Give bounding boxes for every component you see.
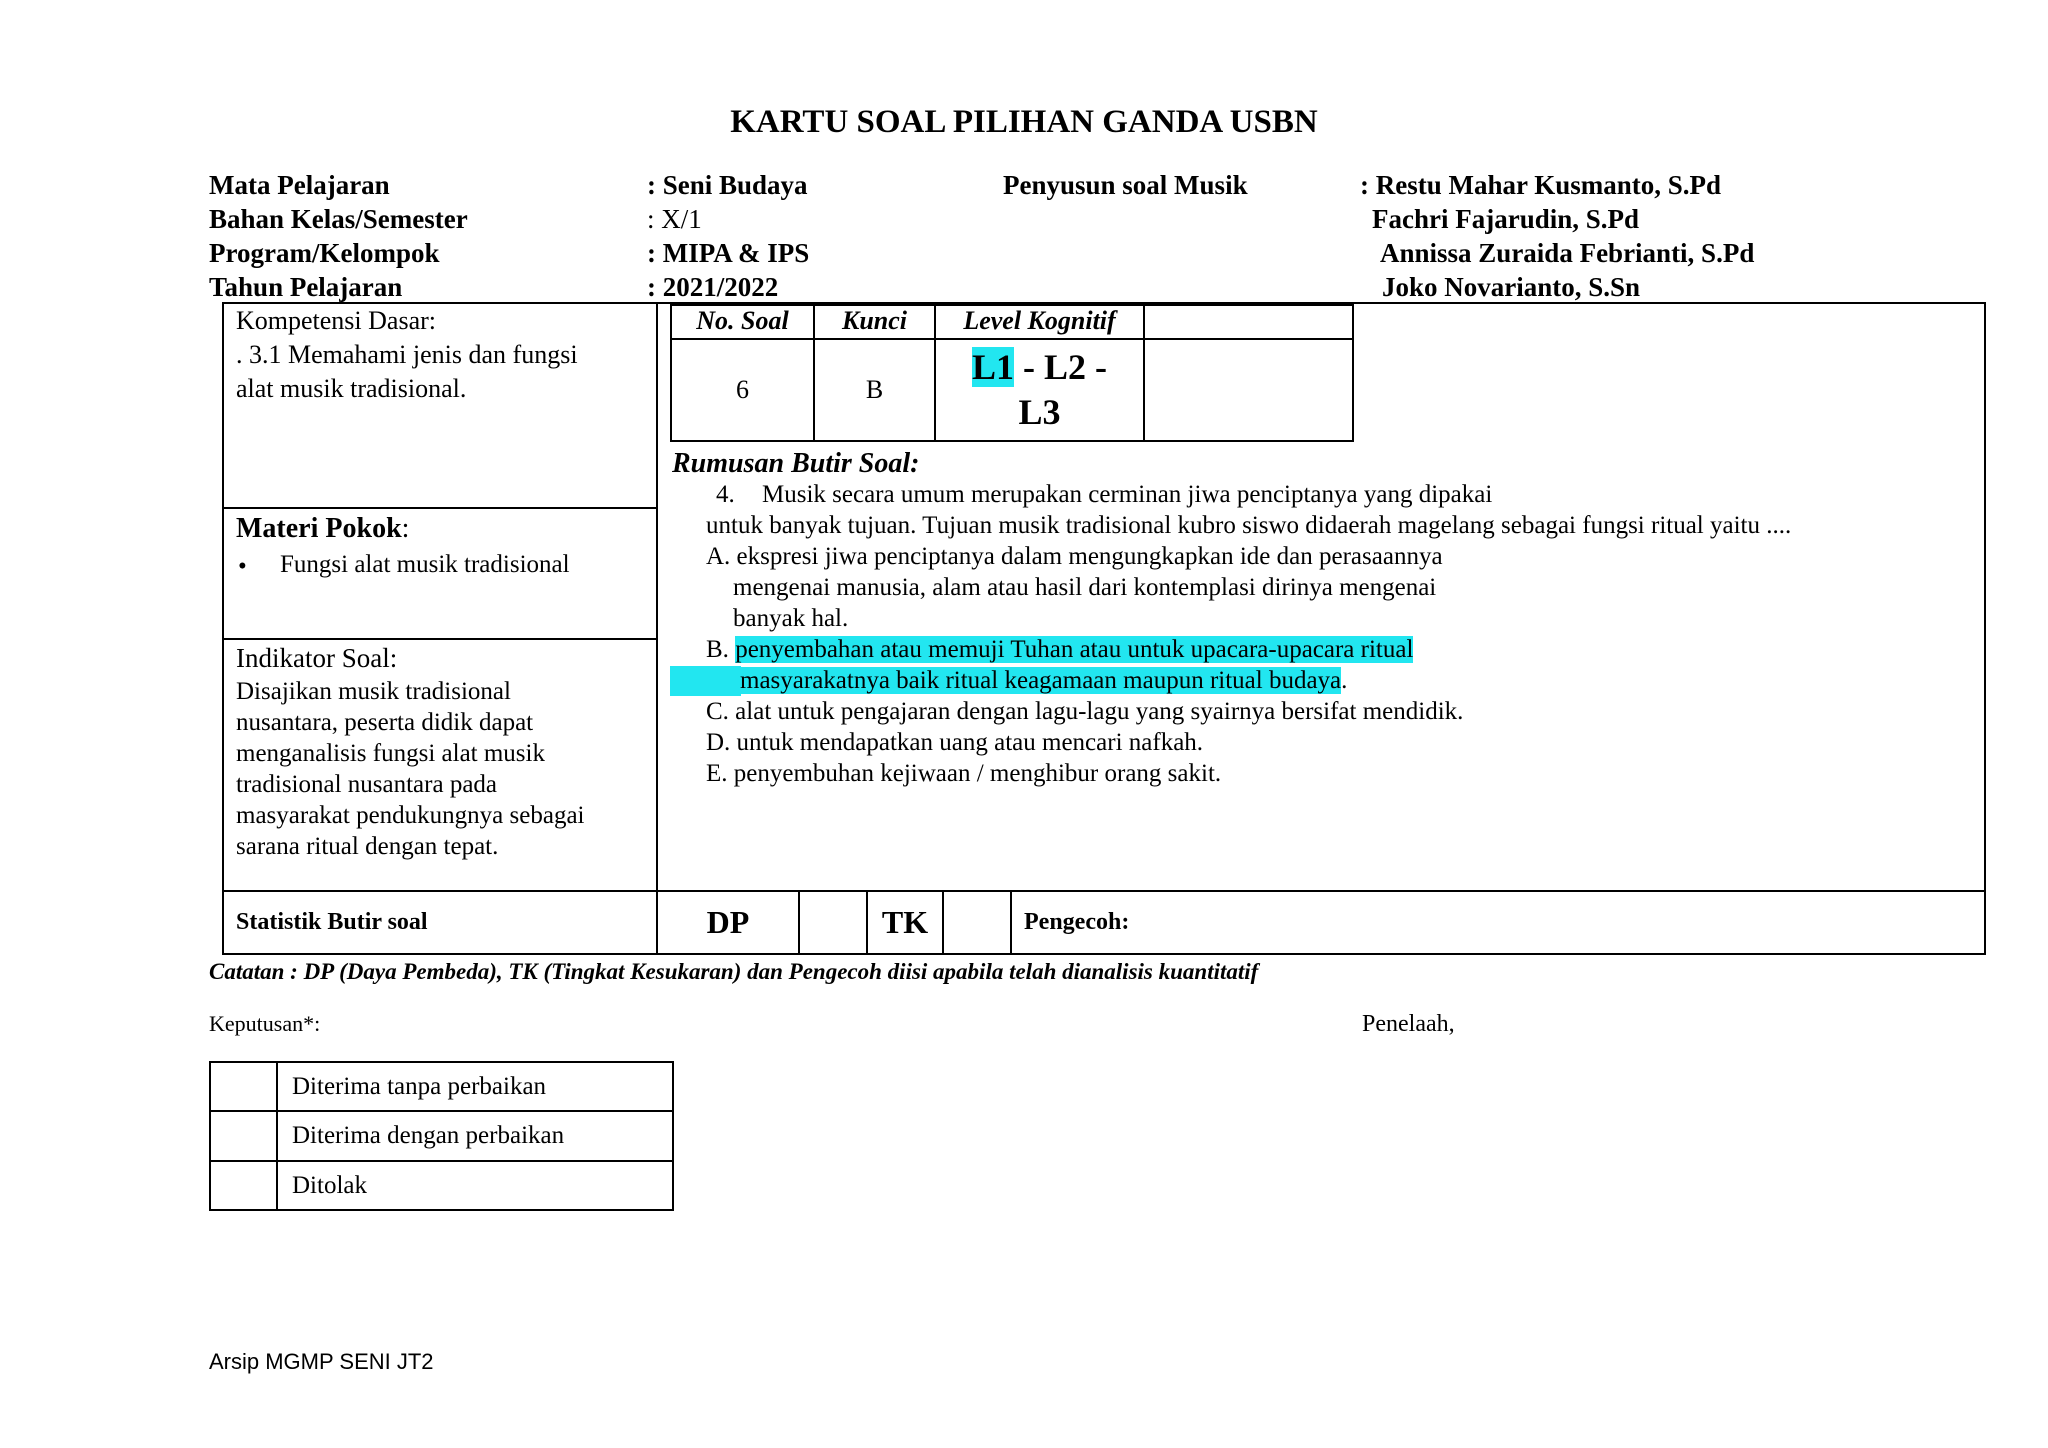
decision-checkbox-2[interactable]: [211, 1112, 276, 1160]
indikator-line-5: masyarakat pendukungnya sebagai: [236, 802, 585, 829]
decision-row-line-1: [209, 1110, 674, 1112]
materi-heading: [236, 512, 409, 546]
decision-row-line-2: [209, 1160, 674, 1162]
stats-line-1: [798, 890, 800, 955]
stats-line-3: [942, 890, 944, 955]
card-divider-kd: [222, 507, 658, 509]
option-e: E. penyembuhan kejiwaan / menghibur orang sakit.: [706, 760, 1222, 787]
info-table-header-line: [670, 338, 1354, 340]
materi-bullet: •: [238, 553, 247, 580]
info-header-kunci: Kunci: [841, 306, 908, 335]
rumusan-label: Rumusan Butir Soal:: [672, 448, 920, 479]
penyusun-name-4: Joko Novarianto, S.Sn: [1382, 272, 1641, 302]
stats-line-4: [1010, 890, 1012, 955]
penelaah-label: Penelaah,: [1362, 1011, 1455, 1037]
option-a-line-2: mengenai manusia, alam atau hasil dari kontemplasi dirinya mengenai: [733, 574, 1437, 601]
info-header-no-soal: No. Soal: [696, 306, 789, 335]
header-value-tahun: : 2021/2022: [647, 272, 779, 302]
option-b-line-2: [740, 665, 1347, 696]
option-a-line-3: banyak hal.: [733, 605, 849, 632]
info-no-soal: 6: [736, 375, 749, 404]
decision-col-line: [276, 1061, 278, 1211]
keputusan-label: Keputusan*:: [209, 1011, 321, 1036]
option-b-line-1: [706, 634, 1413, 665]
card-divider-materi: [222, 638, 658, 640]
header-value-mapel: : Seni Budaya: [647, 170, 808, 200]
stats-dp: DP: [706, 904, 750, 940]
penyusun-name-3: Annissa Zuraida Febrianti, S.Pd: [1380, 238, 1755, 268]
level-l1: L1: [971, 347, 1014, 387]
option-b-end: .: [1341, 667, 1348, 694]
header-value-program: : MIPA & IPS: [647, 238, 810, 268]
info-level-line-2: L3: [1018, 392, 1061, 432]
kd-title: Kompetensi Dasar:: [236, 306, 437, 335]
option-a-line-1: A. ekspresi jiwa penciptanya dalam mengungkapkan ide dan perasaannya: [706, 543, 1443, 570]
materi-colon: :: [401, 513, 410, 544]
indikator-line-3: menganalisis fungsi alat musik: [236, 740, 545, 767]
penyusun-name-1: : Restu Mahar Kusmanto, S.Pd: [1360, 170, 1722, 200]
info-col-line-3: [1143, 304, 1145, 442]
note-catatan: Catatan : DP (Daya Pembeda), TK (Tingkat Kesukaran) dan Pengecoh diisi apabila telah dianalisis kuantitatif: [209, 959, 1259, 984]
option-b-highlight-1: penyembahan atau memuji Tuhan atau untuk upacara-upacara ritual: [735, 636, 1414, 663]
question-stem-line-2: untuk banyak tujuan. Tujuan musik tradisional kubro siswo didaerah magelang sebagai fungsi ritual yaitu ....: [706, 512, 1792, 539]
decision-checkbox-3[interactable]: [211, 1162, 276, 1209]
option-b-prefix: B.: [706, 636, 736, 663]
decision-checkbox-1[interactable]: [211, 1063, 276, 1110]
indikator-line-1: Disajikan musik tradisional: [236, 678, 511, 705]
stats-pengecoh: Pengecoh:: [1024, 909, 1130, 935]
decision-option-1: Diterima tanpa perbaikan: [292, 1073, 547, 1100]
option-c: C. alat untuk pengajaran dengan lagu-lagu yang syairnya bersifat mendidik.: [706, 698, 1464, 725]
stats-tk: TK: [881, 904, 929, 940]
kd-line-1: . 3.1 Memahami jenis dan fungsi: [236, 340, 578, 369]
card-divider-stats: [222, 890, 1986, 892]
decision-option-3: Ditolak: [292, 1172, 367, 1199]
indikator-title: Indikator Soal:: [236, 643, 398, 673]
kd-line-2: alat musik tradisional.: [236, 374, 467, 403]
header-label-program: Program/Kelompok: [209, 238, 440, 268]
header-label-mapel: Mata Pelajaran: [209, 170, 390, 200]
question-stem-line-1: Musik secara umum merupakan cerminan jiwa penciptanya yang dipakai: [762, 481, 1493, 508]
info-header-level: Level Kognitif: [963, 306, 1116, 335]
indikator-line-2: nusantara, peserta didik dapat: [236, 709, 534, 736]
decision-option-2: Diterima dengan perbaikan: [292, 1122, 565, 1149]
option-b-highlight-2: masyarakatnya baik ritual keagamaan maupun ritual budaya: [740, 667, 1342, 694]
header-value-kelas: : X/1: [647, 204, 702, 234]
materi-title: Materi Pokok: [236, 513, 402, 544]
card-divider-vertical: [656, 302, 658, 955]
info-kunci: B: [865, 375, 884, 404]
penyusun-label: Penyusun soal Musik: [1003, 170, 1248, 200]
materi-item: Fungsi alat musik tradisional: [280, 551, 570, 578]
info-level-line-1: [936, 345, 1143, 389]
question-number: 4.: [716, 481, 735, 508]
indikator-line-4: tradisional nusantara pada: [236, 771, 498, 798]
header-label-kelas: Bahan Kelas/Semester: [209, 204, 468, 234]
level-rest: - L2 -: [1014, 347, 1107, 387]
stats-label: Statistik Butir soal: [236, 909, 428, 935]
penyusun-name-2: Fachri Fajarudin, S.Pd: [1372, 204, 1640, 234]
footer-arsip: Arsip MGMP SENI JT2: [209, 1349, 434, 1374]
page-title: KARTU SOAL PILIHAN GANDA USBN: [730, 104, 1318, 140]
option-b-indent-highlight: [670, 666, 741, 696]
header-label-tahun: Tahun Pelajaran: [209, 272, 403, 302]
indikator-line-6: sarana ritual dengan tepat.: [236, 833, 499, 860]
option-d: D. untuk mendapatkan uang atau mencari nafkah.: [706, 729, 1204, 756]
